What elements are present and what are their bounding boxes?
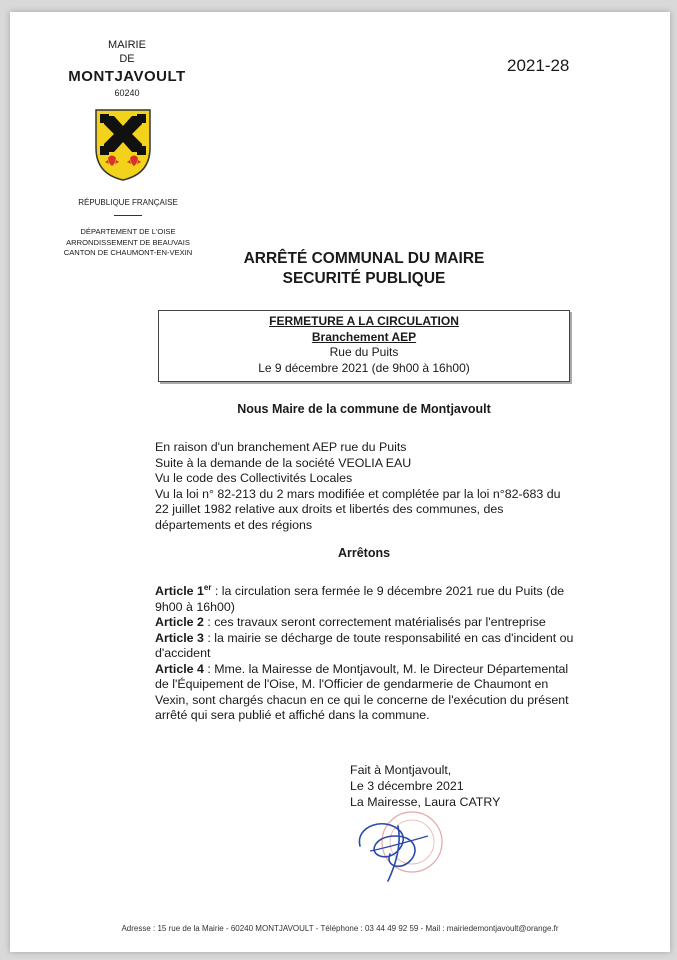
subject-subtitle: Branchement AEP bbox=[311, 329, 417, 344]
subject-date: Le 9 décembre 2021 (de 9h00 à 16h00) bbox=[258, 360, 470, 375]
coat-of-arms-icon bbox=[94, 108, 152, 182]
footer-address: Adresse : 15 rue de la Mairie - 60240 MONTJAVOULT - Téléphone : 03 44 49 92 59 - Mail : mairiedemontjavoult@orange.fr bbox=[121, 924, 559, 933]
article-text: : la mairie se décharge de toute responsabilité en cas d'incident ou d'accident bbox=[155, 630, 574, 661]
article-text: : la circulation sera fermée le 9 décembre 2021 rue du Puits (de 9h00 à 16h00) bbox=[155, 584, 565, 614]
article-2 bbox=[155, 615, 575, 631]
republique-label: RÉPUBLIQUE FRANÇAISE bbox=[78, 198, 178, 207]
article-4 bbox=[155, 662, 575, 724]
commune-name: MONTJAVOULT bbox=[68, 68, 186, 85]
article-label: Article 2 bbox=[155, 615, 204, 630]
title-line-1: ARRÊTÉ COMMUNAL DU MAIRE bbox=[243, 250, 485, 267]
article-3 bbox=[155, 631, 575, 662]
document-page bbox=[10, 12, 670, 952]
canton-line: CANTON DE CHAUMONT-EN-VEXIN bbox=[63, 248, 193, 257]
mairie-text: MAIRIE bbox=[108, 39, 146, 51]
divider bbox=[114, 215, 142, 216]
article-text: : Mme. la Mairesse de Montjavoult, M. le Directeur Départemental de l'Équipement de l'Oise, M. l'Officier de gendarmerie de Chaumont en Vexin, sont chargés chacun en ce qui le concerne de l'exécution du présent arrêté qui sera publié et affiché dans la commune. bbox=[155, 661, 569, 723]
arrondissement-line: ARRONDISSEMENT DE BEAUVAIS bbox=[66, 237, 190, 247]
article-number: Article 1 bbox=[155, 584, 204, 599]
article-label bbox=[155, 584, 211, 598]
article-text: : ces travaux seront correctement matérialisés par l'entreprise bbox=[203, 615, 546, 630]
article-label: Article 3 bbox=[155, 630, 204, 645]
mairie-label bbox=[52, 38, 202, 66]
signature-stamp-icon bbox=[340, 806, 450, 886]
visas-block bbox=[155, 440, 575, 533]
title-line-2: SECURITÉ PUBLIQUE bbox=[282, 270, 446, 287]
reference-number: 2021-28 bbox=[507, 56, 570, 75]
subject-title: FERMETURE A LA CIRCULATION bbox=[269, 314, 459, 328]
document-title bbox=[200, 249, 528, 289]
article-label: Article 4 bbox=[155, 661, 204, 676]
visa-line: Vu le code des Collectivités Locales bbox=[155, 471, 353, 485]
article-superscript: er bbox=[203, 583, 212, 592]
subject-location: Rue du Puits bbox=[329, 345, 399, 359]
department-line: DÉPARTEMENT DE L'OISE bbox=[80, 227, 176, 236]
articles-block bbox=[155, 580, 575, 724]
department-info bbox=[46, 227, 210, 259]
closing-block bbox=[350, 762, 500, 810]
signatory: La Mairesse, Laura CATRY bbox=[350, 795, 501, 809]
visa-line: Vu la loi n° 82-213 du 2 mars modifiée et complétée par la loi n°82-683 du 22 juillet 1982 relative aux droits et libertés des communes, des départements et des régions bbox=[155, 486, 561, 532]
article-1 bbox=[155, 580, 575, 615]
closing-place: Fait à Montjavoult, bbox=[350, 763, 452, 777]
closing-date: Le 3 décembre 2021 bbox=[350, 779, 464, 793]
visa-line: En raison d'un branchement AEP rue du Puits bbox=[155, 440, 407, 454]
de-text: DE bbox=[119, 53, 135, 65]
preamble: Nous Maire de la commune de Montjavoult bbox=[237, 402, 491, 416]
subject-box bbox=[158, 310, 570, 382]
arretons-heading: Arrêtons bbox=[337, 546, 391, 560]
visa-line: Suite à la demande de la société VEOLIA EAU bbox=[155, 455, 412, 470]
postal-code: 60240 bbox=[114, 88, 140, 98]
